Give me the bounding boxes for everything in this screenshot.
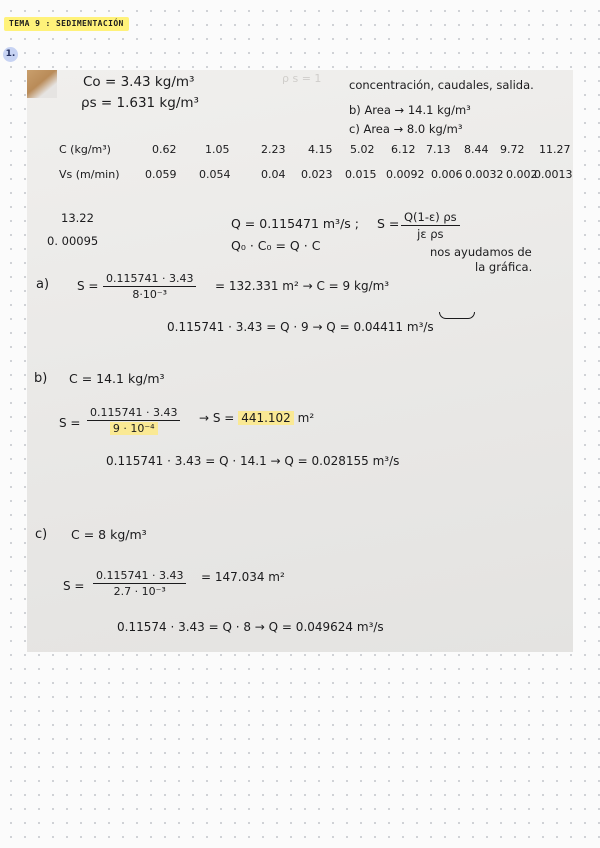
- part-b-numerator: 0.115741 · 3.43: [90, 406, 178, 419]
- part-c-balance: 0.11574 · 3.43 = Q · 8 → Q = 0.049624 m³/s: [117, 620, 384, 634]
- part-a-numerator: 0.115741 · 3.43: [106, 272, 194, 285]
- table-cell: 11.27: [539, 143, 571, 156]
- part-a-s-lhs: S =: [77, 279, 99, 293]
- part-b-denominator: 9 · 10⁻⁴: [110, 422, 158, 435]
- part-a-balance: 0.115741 · 3.43 = Q · 9 → Q = 0.04411 m³/s: [167, 320, 434, 334]
- part-b-s-lhs: S =: [59, 416, 81, 430]
- table-cell: 0.023: [301, 168, 333, 181]
- table-cell: 0.015: [345, 168, 377, 181]
- part-a-denominator: 8·10⁻³: [132, 288, 168, 301]
- table-label-vs: Vs (m/min): [59, 168, 120, 181]
- area-formula-numerator: Q(1-ε) ρs: [404, 210, 457, 224]
- underbrace: [439, 312, 475, 319]
- part-c-s-lhs: S =: [63, 579, 85, 593]
- table-extra-c: 13.22: [61, 211, 94, 225]
- part-b-concentration: C = 14.1 kg/m³: [69, 371, 165, 386]
- part-a-label: a): [36, 277, 50, 292]
- table-cell: 0.059: [145, 168, 177, 181]
- table-cell: 0.0013: [534, 168, 573, 181]
- part-b-arrow: → S =: [199, 411, 235, 425]
- part-c-label: c): [35, 527, 48, 542]
- table-cell: 0.006: [431, 168, 463, 181]
- topic-title: TEMA 9 : SEDIMENTACIÓN: [4, 17, 129, 31]
- given-c: c) Area → 8.0 kg/m³: [349, 122, 463, 136]
- table-cell: 0.62: [152, 143, 177, 156]
- table-cell: 0.04: [261, 168, 286, 181]
- table-extra-vs: 0. 00095: [47, 234, 99, 248]
- note-graph-2: la gráfica.: [475, 260, 533, 274]
- table-cell: 0.0092: [386, 168, 425, 181]
- given-cut-text: concentración, caudales, salida.: [349, 78, 534, 92]
- table-cell: 2.23: [261, 143, 286, 156]
- table-label-c: C (kg/m³): [59, 143, 111, 156]
- area-formula-denominator: jε ρs: [417, 227, 444, 241]
- flow-rate: Q = 0.115471 m³/s ;: [231, 216, 359, 231]
- part-a-fraction: [103, 272, 196, 301]
- table-cell: 0.0032: [465, 168, 504, 181]
- part-b-label: b): [34, 371, 48, 386]
- part-b-balance: 0.115741 · 3.43 = Q · 14.1 → Q = 0.028155 m³/s: [106, 454, 400, 468]
- table-cell: 0.054: [199, 168, 231, 181]
- table-cell: 0.002: [506, 168, 538, 181]
- exercise-number-badge: 1.: [3, 47, 18, 62]
- table-cell: 7.13: [426, 143, 451, 156]
- table-cell: 1.05: [205, 143, 230, 156]
- table-edge-wood: [27, 70, 57, 98]
- given-rho-s: ρs = 1.631 kg/m³: [81, 95, 199, 111]
- note-graph-1: nos ayudamos de: [430, 245, 532, 259]
- part-c-concentration: C = 8 kg/m³: [71, 527, 147, 542]
- table-cell: 9.72: [500, 143, 525, 156]
- table-cell: 4.15: [308, 143, 333, 156]
- given-c0: Co = 3.43 kg/m³: [83, 74, 195, 90]
- part-c-denominator: 2.7 · 10⁻³: [113, 585, 166, 598]
- part-b-fraction: [87, 406, 180, 435]
- part-a-result: = 132.331 m² → C = 9 kg/m³: [215, 279, 390, 293]
- part-c-result: = 147.034 m²: [201, 570, 285, 584]
- part-b-area-unit: m²: [297, 411, 315, 425]
- mass-balance: Q₀ · C₀ = Q · C: [231, 238, 321, 253]
- part-c-fraction: [93, 569, 186, 598]
- area-formula-fraction: [401, 210, 460, 241]
- part-b-result: [199, 411, 314, 425]
- area-formula-lhs: S =: [377, 216, 400, 231]
- table-cell: 5.02: [350, 143, 375, 156]
- given-b: b) Area → 14.1 kg/m³: [349, 103, 471, 117]
- part-c-numerator: 0.115741 · 3.43: [96, 569, 184, 582]
- table-cell: 8.44: [464, 143, 489, 156]
- part-b-area-value: 441.102: [238, 411, 294, 425]
- table-cell: 6.12: [391, 143, 416, 156]
- notebook-photo: [27, 70, 573, 652]
- faint-bleedthrough: ρ s = 1: [282, 72, 322, 85]
